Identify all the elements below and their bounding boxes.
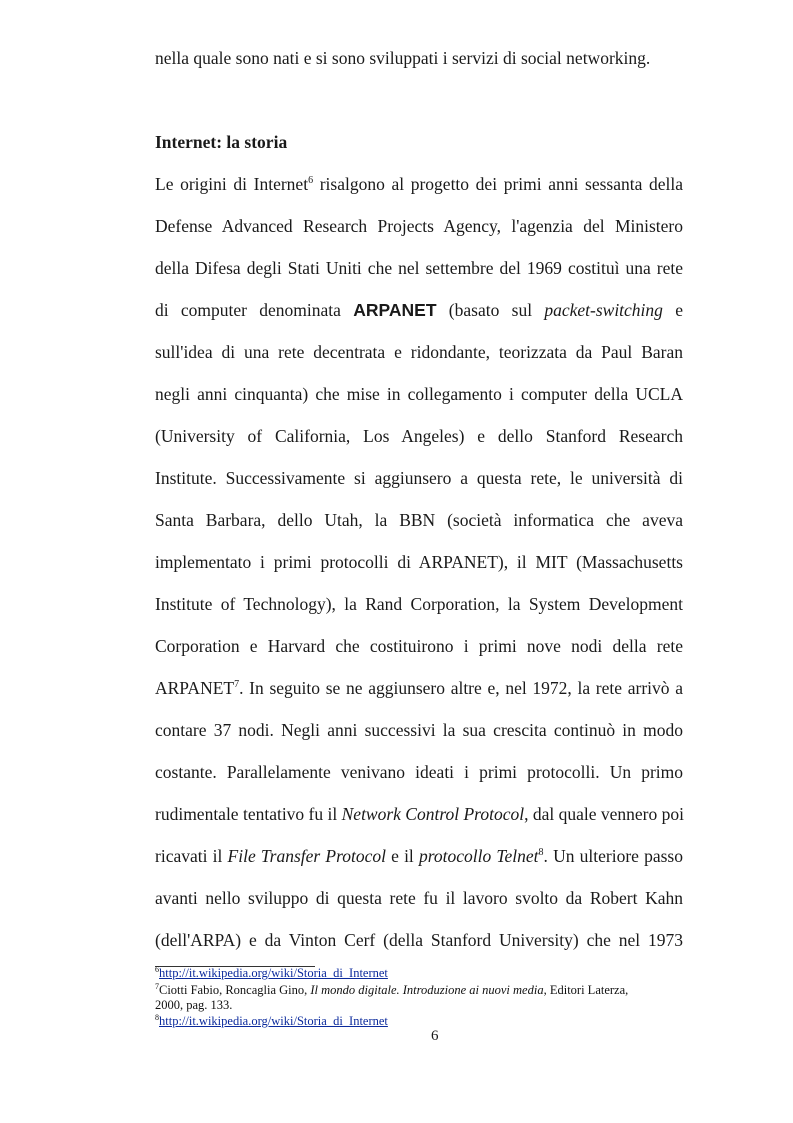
text-run: 2000, pag. 133. [155, 998, 233, 1012]
text-run: ricavati il [155, 846, 228, 866]
body-line: Corporation e Harvard che costituirono i primi nove nodi della rete [155, 636, 683, 656]
body-line [155, 803, 683, 825]
italic-title: Il mondo digitale. Introduzione ai nuovi media [310, 983, 544, 997]
italic-term: packet-switching [544, 300, 663, 320]
text-run: , dal quale vennero poi [524, 804, 684, 824]
footnote-number: 8 [155, 1012, 159, 1022]
text-run: (basato sul [436, 300, 545, 320]
text-run: . In seguito se ne aggiunsero altre e, nel 1972, la rete arrivò a [239, 678, 683, 698]
footnote-ref: 7 [234, 679, 240, 691]
body-line: nella quale sono nati e si sono sviluppati i servizi di social networking. [155, 48, 651, 68]
footnote-ref: 6 [308, 175, 314, 187]
body-line: Santa Barbara, dello Utah, la BBN (società informatica che aveva [155, 510, 683, 530]
footnote-6 [155, 966, 691, 981]
footnote-ref: 8 [538, 847, 544, 859]
body-line: costante. Parallelamente venivano ideati i primi protocolli. Un primo [155, 762, 683, 782]
page-number: 6 [431, 1028, 439, 1044]
body-line [155, 845, 683, 867]
body-line: (dell'ARPA) e da Vinton Cerf (della Stanford University) che nel 1973 [155, 930, 683, 950]
text-run: ARPANET [155, 678, 235, 698]
text-run: risalgono al progetto dei primi anni sessanta della [313, 174, 683, 194]
text-run: di computer denominata [155, 300, 354, 320]
body-line [155, 173, 683, 195]
body-line: sull'idea di una rete decentrata e ridondante, teorizzata da Paul Baran [155, 342, 683, 362]
footnote-8 [155, 1014, 691, 1029]
body-line: Institute. Successivamente si aggiunsero a questa rete, le università di [155, 468, 683, 488]
body-line: della Difesa degli Stati Uniti che nel settembre del 1969 costituì una rete [155, 258, 683, 278]
section-heading: Internet: la storia [155, 132, 288, 152]
text-run: . Un ulteriore passo [543, 846, 683, 866]
text-run: Le origini di Internet [155, 174, 309, 194]
body-line: Institute of Technology), la Rand Corporation, la System Development [155, 594, 683, 614]
text-run: e il [385, 846, 419, 866]
footnote-link[interactable]: http://it.wikipedia.org/wiki/Storia_di_Internet [159, 1014, 388, 1028]
body-line [155, 299, 683, 321]
footnote-7 [155, 983, 691, 1013]
text-run: e [662, 300, 683, 320]
text-run: Ciotti Fabio, Roncaglia Gino, [159, 983, 311, 997]
text-run: rudimentale tentativo fu il [155, 804, 342, 824]
text-run: , Editori Laterza, [543, 983, 629, 997]
bold-term: ARPANET [353, 300, 437, 320]
italic-term: Network Control Protocol [341, 804, 525, 824]
body-line: negli anni cinquanta) che mise in collegamento i computer della UCLA [155, 384, 683, 404]
body-line: Defense Advanced Research Projects Agency, l'agenzia del Ministero [155, 216, 683, 236]
body-line: implementato i primi protocolli di ARPANET), il MIT (Massachusetts [155, 552, 683, 572]
body-line [155, 677, 683, 699]
footnote-link[interactable]: http://it.wikipedia.org/wiki/Storia_di_Internet [159, 966, 388, 980]
body-line: avanti nello sviluppo di questa rete fu il lavoro svolto da Robert Kahn [155, 888, 683, 908]
body-line: contare 37 nodi. Negli anni successivi la sua crescita continuò in modo [155, 720, 683, 740]
footnote-number: 6 [155, 964, 159, 974]
body-line: (University of California, Los Angeles) e dello Stanford Research [155, 426, 683, 446]
italic-term: File Transfer Protocol [227, 846, 386, 866]
italic-term: protocollo Telnet [418, 846, 539, 866]
footnote-number: 7 [155, 981, 159, 991]
